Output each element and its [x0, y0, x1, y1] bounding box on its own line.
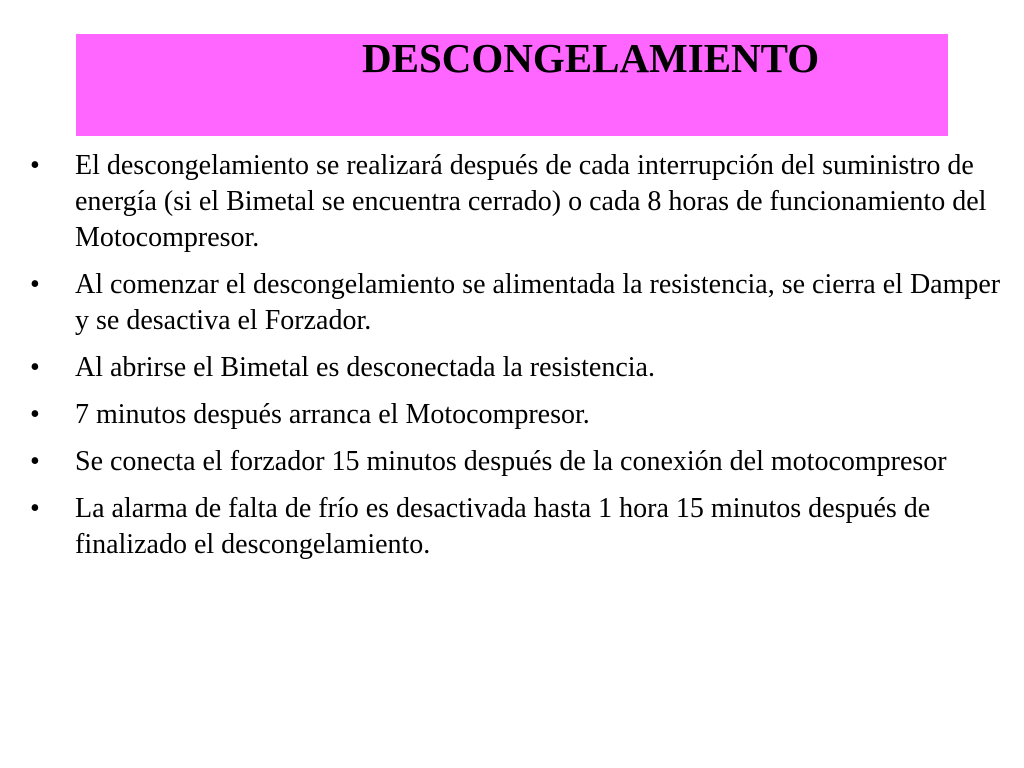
bullet-list	[30, 148, 1015, 574]
bullet-text: La alarma de falta de frío es desactivada hasta 1 hora 15 minutos después de finalizado el descongelamiento.	[75, 493, 931, 560]
bullet-text: Al comenzar el descongelamiento se alimentada la resistencia, se cierra el Damper y se desactiva el Forzador.	[75, 269, 1001, 336]
bullet-icon: •	[30, 493, 40, 524]
bullet-icon: •	[30, 399, 40, 430]
bullet-icon: •	[30, 150, 40, 181]
bullet-item	[30, 491, 1015, 563]
slide-title: DESCONGELAMIENTO	[362, 35, 820, 81]
bullet-text: Al abrirse el Bimetal es desconectada la resistencia.	[75, 352, 655, 383]
bullet-text: Se conecta el forzador 15 minutos después de la conexión del motocompresor	[75, 446, 947, 477]
bullet-icon: •	[30, 269, 40, 300]
bullet-icon: •	[30, 446, 40, 477]
bullet-text: El descongelamiento se realizará después de cada interrupción del suministro de energía (si el Bimetal se encuentra cerrado) o cada 8 horas de funcionamiento del Motocompresor.	[75, 150, 987, 253]
bullet-item	[30, 148, 1015, 256]
bullet-item	[30, 350, 1015, 386]
bullet-item	[30, 444, 1015, 480]
bullet-item	[30, 397, 1015, 433]
bullet-icon: •	[30, 352, 40, 383]
bullet-text: 7 minutos después arranca el Motocompresor.	[75, 399, 590, 430]
bullet-item	[30, 267, 1015, 339]
